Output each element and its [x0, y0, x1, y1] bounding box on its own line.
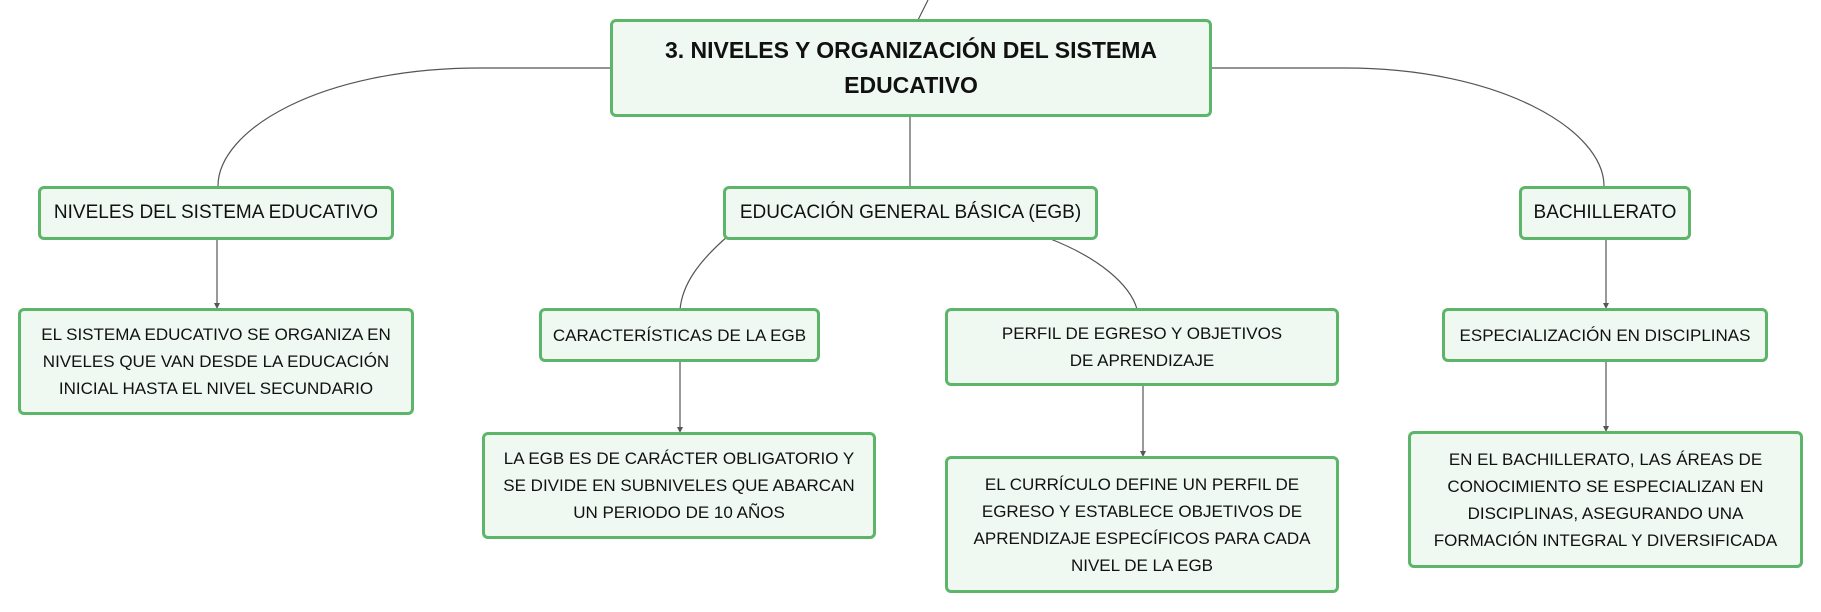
- connector-egb-caracteristicas: [680, 236, 728, 310]
- root-node[interactable]: [610, 19, 1212, 117]
- node-niveles-label: NIVELES DEL SISTEMA EDUCATIVO: [53, 202, 379, 223]
- node-perfil-egreso[interactable]: [945, 308, 1339, 386]
- node-caracteristicas-detail[interactable]: [482, 432, 876, 539]
- connector-root-bachillerato: [1211, 68, 1604, 186]
- node-niveles[interactable]: [38, 186, 394, 240]
- root-node-label: 3. NIVELES Y ORGANIZACIÓN DEL SISTEMA EDUCATIVO: [664, 37, 1158, 98]
- node-especializacion[interactable]: [1442, 308, 1768, 362]
- node-especializacion-detail-text: EN EL BACHILLERATO, LAS ÁREAS DE CONOCIMIENTO SE ESPECIALIZAN EN DISCIPLINAS, ASEGURANDO UNA FORMACIÓN INTEGRAL Y DIVERSIFICADA: [1433, 449, 1778, 550]
- node-caracteristicas-egb-label: CARACTERÍSTICAS DE LA EGB: [552, 325, 807, 345]
- node-caracteristicas-detail-text: LA EGB ES DE CARÁCTER OBLIGATORIO Y SE DIVIDE EN SUBNIVELES QUE ABARCAN UN PERIODO DE 10 AÑOS: [503, 449, 855, 522]
- node-bachillerato[interactable]: [1519, 186, 1691, 240]
- node-perfil-detail-text: EL CURRÍCULO DEFINE UN PERFIL DE EGRESO Y ESTABLECE OBJETIVOS DE APRENDIZAJE ESPECÍFICOS PARA CADA NIVEL DE LA EGB: [973, 474, 1311, 575]
- node-bachillerato-label: BACHILLERATO: [1533, 202, 1677, 223]
- connector-egb-perfil: [1048, 238, 1137, 309]
- node-caracteristicas-egb[interactable]: [539, 308, 820, 362]
- node-niveles-detail-text: EL SISTEMA EDUCATIVO SE ORGANIZA EN NIVELES QUE VAN DESDE LA EDUCACIÓN INICIAL HASTA EL NIVEL SECUNDARIO: [41, 325, 391, 398]
- node-egb[interactable]: [723, 186, 1098, 240]
- node-niveles-detail[interactable]: [18, 308, 414, 415]
- connector-root-niveles: [218, 68, 612, 186]
- node-especializacion-detail[interactable]: [1408, 431, 1803, 568]
- node-especializacion-label: ESPECIALIZACIÓN EN DISCIPLINAS: [1459, 325, 1751, 345]
- node-egb-label: EDUCACIÓN GENERAL BÁSICA (EGB): [739, 202, 1082, 223]
- node-perfil-detail[interactable]: [945, 456, 1339, 593]
- node-perfil-egreso-label: PERFIL DE EGRESO Y OBJETIVOS DE APRENDIZAJE: [1001, 324, 1283, 370]
- connector-parent-root: [918, 0, 928, 20]
